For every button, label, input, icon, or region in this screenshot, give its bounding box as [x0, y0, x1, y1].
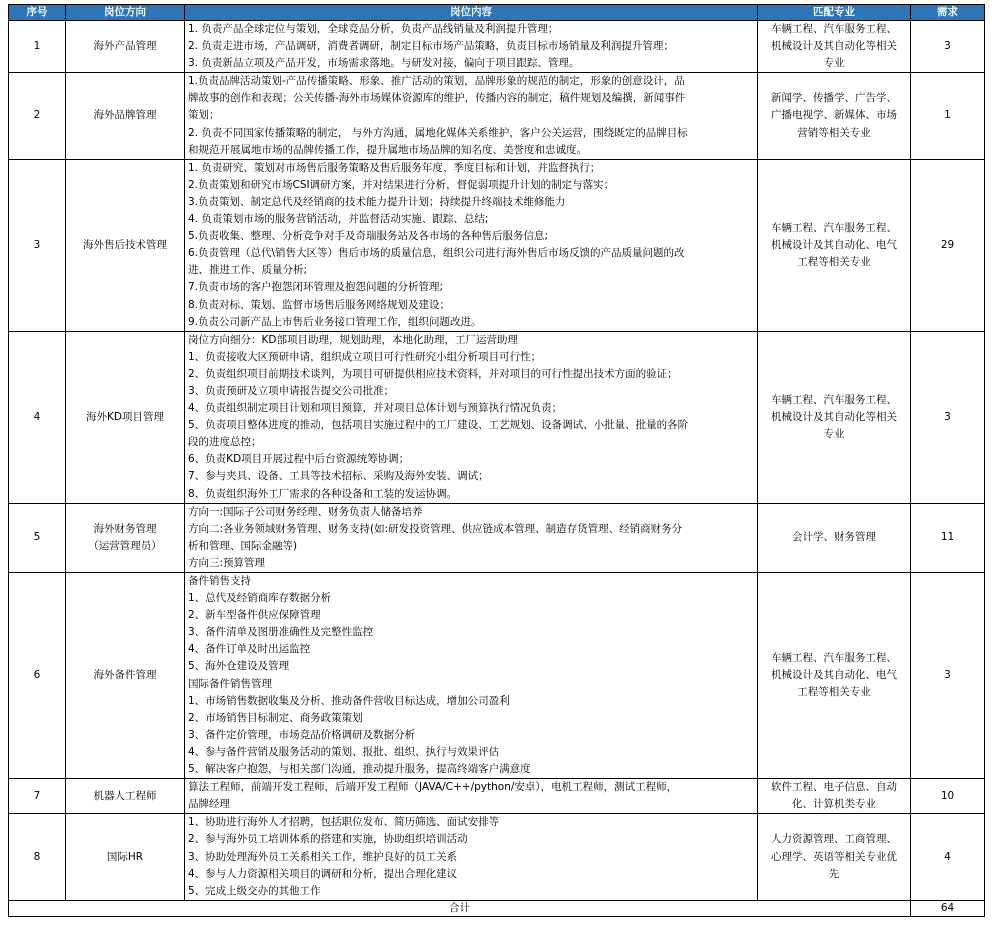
demand-cell: 3 [911, 331, 985, 503]
position-line: 海外KD项目管理 [86, 410, 164, 423]
content-line: 国际备件销售管理 [188, 677, 272, 690]
demand-cell: 10 [911, 779, 985, 814]
content-line: 牌故事的创作和表现；公关传播-海外市场媒体资源库的维护，传播内容的制定，稿件规划及编撰，新闻事件 [188, 92, 686, 105]
position-line: （运营管理员） [88, 539, 162, 552]
major-line: 机械设计及其自动化、电气 [771, 238, 897, 251]
content-line: 析和管理、国际金融等) [188, 539, 298, 552]
major-line: 先 [828, 867, 840, 880]
position-cell [66, 814, 185, 900]
major-line: 车辆工程、汽车服务工程、 [771, 23, 897, 35]
position-cell [66, 779, 185, 814]
demand-cell: 11 [911, 503, 985, 572]
major-line: 专业 [823, 57, 845, 70]
content-line: 6、负责KD项目开展过程中后台资源统筹协调； [188, 453, 410, 466]
content-line: 4、负责组织制定项目计划和项目预算，并对项目总体计划与预算执行情况负责； [188, 402, 563, 415]
content-line: 进、推进工作、质量分析; [188, 264, 308, 277]
major-line: 机械设计及其自动化等相关 [771, 410, 897, 423]
content-cell [185, 331, 758, 503]
major-line: 软件工程、电子信息、自动 [771, 781, 897, 794]
content-line: 3、备件清单及图册准确性及完整性监控 [188, 626, 374, 639]
content-line: 备件销售支持 [188, 575, 251, 587]
content-line: 2. 负责不同国家传播策略的制定， 与外方沟通，属地化媒体关系维护，客户公关运营，围绕既定的品牌目标 [188, 126, 688, 139]
position-line: 海外产品管理 [93, 40, 157, 53]
content-cell [185, 21, 758, 73]
content-line: 3、协助处理海外员工关系相关工作，维护良好的员工关系 [188, 850, 458, 863]
content-line: 策划； [188, 109, 220, 122]
content-line: 2.负责策划和研究市场CSI调研方案，并对结果进行分析，督促弱项提升计划的制定与落实； [188, 178, 615, 191]
content-line: 岗位方向细分：KD部项目助理，规划助理，本地化助理，工厂运营助理 [188, 333, 518, 346]
content-line: 1.负责品牌活动策划-产品传播策略、形象、推广活动的策划，品牌形象的规范的制定，形象的创意设计，品 [188, 75, 685, 88]
demand-cell: 29 [911, 159, 985, 331]
total-label: 合计 [9, 900, 911, 916]
content-line: 3.负责策划、制定总代及经销商的技术能力提升计划；持续提升终端技术维修能力 [188, 195, 566, 208]
content-line: 方向三:预算管理 [188, 556, 266, 569]
major-cell [758, 73, 911, 159]
position-line: 海外售后技术管理 [83, 238, 167, 251]
major-line: 车辆工程、汽车服务工程、 [771, 651, 897, 664]
major-line: 会计学、财务管理 [792, 531, 876, 544]
total-value: 64 [911, 900, 985, 916]
major-line: 广播电视学、新媒体、市场 [771, 109, 897, 122]
content-line: 1. 负责研究、策划对市场售后服务策略及售后服务年度、季度目标和计划，并监督执行； [188, 161, 601, 174]
table-row [9, 779, 985, 814]
content-cell [185, 159, 758, 331]
content-line: 方向一:国际子公司财务经理、财务负责人储备培养 [188, 505, 423, 518]
content-line: 2. 负责走进市场，产品调研，消费者调研，制定目标市场产品策略，负责目标市场销量及利润提升管理； [188, 40, 674, 53]
major-line: 新闻学、传播学、广告学、 [771, 92, 897, 105]
major-line: 工程等相关专业 [797, 255, 871, 268]
major-line: 化、计算机类专业 [792, 798, 876, 811]
major-line: 机械设计及其自动化等相关 [771, 40, 897, 53]
major-cell [758, 814, 911, 900]
header-content: 岗位内容 [185, 5, 758, 21]
major-line: 心理学、英语等相关专业优 [771, 850, 897, 863]
content-cell [185, 573, 758, 779]
position-cell [66, 159, 185, 331]
position-cell [66, 73, 185, 159]
major-line: 车辆工程、汽车服务工程、 [771, 221, 897, 234]
position-line: 机器人工程师 [93, 789, 157, 802]
content-cell [185, 73, 758, 159]
content-line: 4、参与人力资源相关项目的调研和分析，提出合理化建议 [188, 867, 458, 880]
content-line: 1、总代及经销商库存数据分析 [188, 592, 332, 605]
content-line: 3. 负责新品立项及产品开发，市场需求落地。与研发对接，偏向于项目跟踪、管理。 [188, 57, 580, 70]
row-number: 1 [9, 21, 66, 73]
content-line: 1、协助进行海外人才招聘，包括职位发布、简历筛选、面试安排等 [188, 816, 500, 829]
table-row [9, 814, 985, 900]
content-line: 3、备件定价管理，市场竞品价格调研及数据分析 [188, 728, 416, 741]
major-line: 车辆工程、汽车服务工程、 [771, 393, 897, 406]
content-line: 1. 负责产品全球定位与策划，全球竞品分析，负责产品线销量及利润提升管理； [188, 23, 559, 35]
content-line: 2、负责组织项目前期技术谈判，为项目可研提供相应技术资料，并对项目的可行性提出技术方面的验证； [188, 367, 678, 380]
content-line: 2、新车型备件供应保障管理 [188, 609, 321, 622]
content-line: 算法工程师，前端开发工程师，后端开发工程师（JAVA/C++/python/安卓），电机工程师，测试工程师， [188, 781, 678, 794]
content-line: 9.负责公司新产品上市售后业务接口管理工作，组织问题改进。 [188, 315, 482, 328]
content-cell [185, 814, 758, 900]
major-cell [758, 503, 911, 572]
major-line: 专业 [823, 427, 845, 440]
content-line: 8、负责组织海外工厂需求的各种设备和工装的发运协调。 [188, 487, 458, 500]
table-row [9, 503, 985, 572]
major-line: 工程等相关专业 [797, 686, 871, 699]
major-line: 营销等相关专业 [797, 126, 871, 139]
row-number: 3 [9, 159, 66, 331]
demand-cell: 1 [911, 73, 985, 159]
content-line: 方向二:各业务领域财务管理、财务支持(如:研发投资管理、供应链成本管理、制造存货管理、经销商财务分 [188, 522, 683, 535]
demand-cell: 4 [911, 814, 985, 900]
header-major: 匹配专业 [758, 5, 911, 21]
content-line: 品牌经理 [188, 798, 230, 811]
total-row [9, 900, 985, 916]
position-line: 海外备件管理 [93, 669, 157, 682]
header-demand: 需求 [911, 5, 985, 21]
major-cell [758, 21, 911, 73]
content-line: 2、参与海外员工培训体系的搭建和实施，协助组织培训活动 [188, 833, 468, 846]
content-line: 5、完成上级交办的其他工作 [188, 884, 321, 897]
major-line: 机械设计及其自动化、电气 [771, 669, 897, 682]
job-table [8, 4, 985, 917]
demand-cell: 3 [911, 573, 985, 779]
content-line: 4、参与备件营销及服务活动的策划、报批、组织、执行与效果评估 [188, 745, 500, 758]
table-header [9, 5, 985, 21]
major-cell [758, 779, 911, 814]
content-line: 1、负责接收大区预研申请，组织成立项目可行性研究小组分析项目可行性； [188, 350, 542, 363]
content-line: 5、解决客户抱怨，与相关部门沟通，推动提升服务，提高终端客户满意度 [188, 763, 531, 776]
row-number: 6 [9, 573, 66, 779]
position-line: 海外财务管理 [93, 522, 157, 535]
content-line: 7、参与夹具、设备、工具等技术招标、采购及海外安装、调试； [188, 470, 489, 483]
major-line: 人力资源管理、工商管理、 [771, 833, 897, 846]
content-cell [185, 503, 758, 572]
position-cell [66, 331, 185, 503]
content-line: 5.负责收集、整理、分析竞争对手及奇瑞服务站及各市场的各种售后服务信息; [188, 230, 549, 243]
table-row [9, 331, 985, 503]
content-line: 2、市场销售目标制定、商务政策策划 [188, 711, 363, 724]
content-line: 1、市场销售数据收集及分析、推动备件营收目标达成，增加公司盈利 [188, 694, 510, 707]
content-line: 8.负责对标、策划、监督市场售后服务网络规划及建设； [188, 298, 451, 311]
table-row [9, 73, 985, 159]
major-cell [758, 159, 911, 331]
content-line: 4. 负责策划市场的服务营销活动，并监督活动实施、跟踪、总结; [188, 213, 489, 226]
position-cell [66, 21, 185, 73]
position-cell [66, 503, 185, 572]
table-row [9, 21, 985, 73]
position-line: 海外品牌管理 [93, 109, 157, 122]
row-number: 7 [9, 779, 66, 814]
content-line: 4、备件订单及时出运监控 [188, 643, 311, 656]
demand-cell: 3 [911, 21, 985, 73]
content-line: 7.负责市场的客户抱怨闭环管理及抱怨问题的分析管理; [188, 281, 444, 294]
table-row [9, 159, 985, 331]
header-no: 序号 [9, 5, 66, 21]
row-number: 2 [9, 73, 66, 159]
content-line: 6.负责管理（总代\销售大区等）售后市场的质量信息，组织公司进行海外售后市场反馈的产品质量问题的改 [188, 247, 685, 260]
content-cell [185, 779, 758, 814]
major-cell [758, 573, 911, 779]
row-number: 4 [9, 331, 66, 503]
position-cell [66, 573, 185, 779]
content-line: 5、负责项目整体进度的推动，包括项目实施过程中的工厂建设、工艺规划、设备调试、小批量、批量的各阶 [188, 419, 689, 432]
content-line: 5、海外仓建设及管理 [188, 660, 290, 673]
header-position: 岗位方向 [66, 5, 185, 21]
position-line: 国际HR [106, 850, 144, 863]
content-line: 段的进度总控； [188, 436, 262, 449]
row-number: 5 [9, 503, 66, 572]
content-line: 3、负责预研及立项申请报告提交公司批准； [188, 384, 395, 397]
table-row [9, 573, 985, 779]
major-cell [758, 331, 911, 503]
content-line: 和规范开展属地市场的品牌传播工作，提升属地市场品牌的知名度、美誉度和忠诚度。 [188, 143, 587, 156]
row-number: 8 [9, 814, 66, 900]
